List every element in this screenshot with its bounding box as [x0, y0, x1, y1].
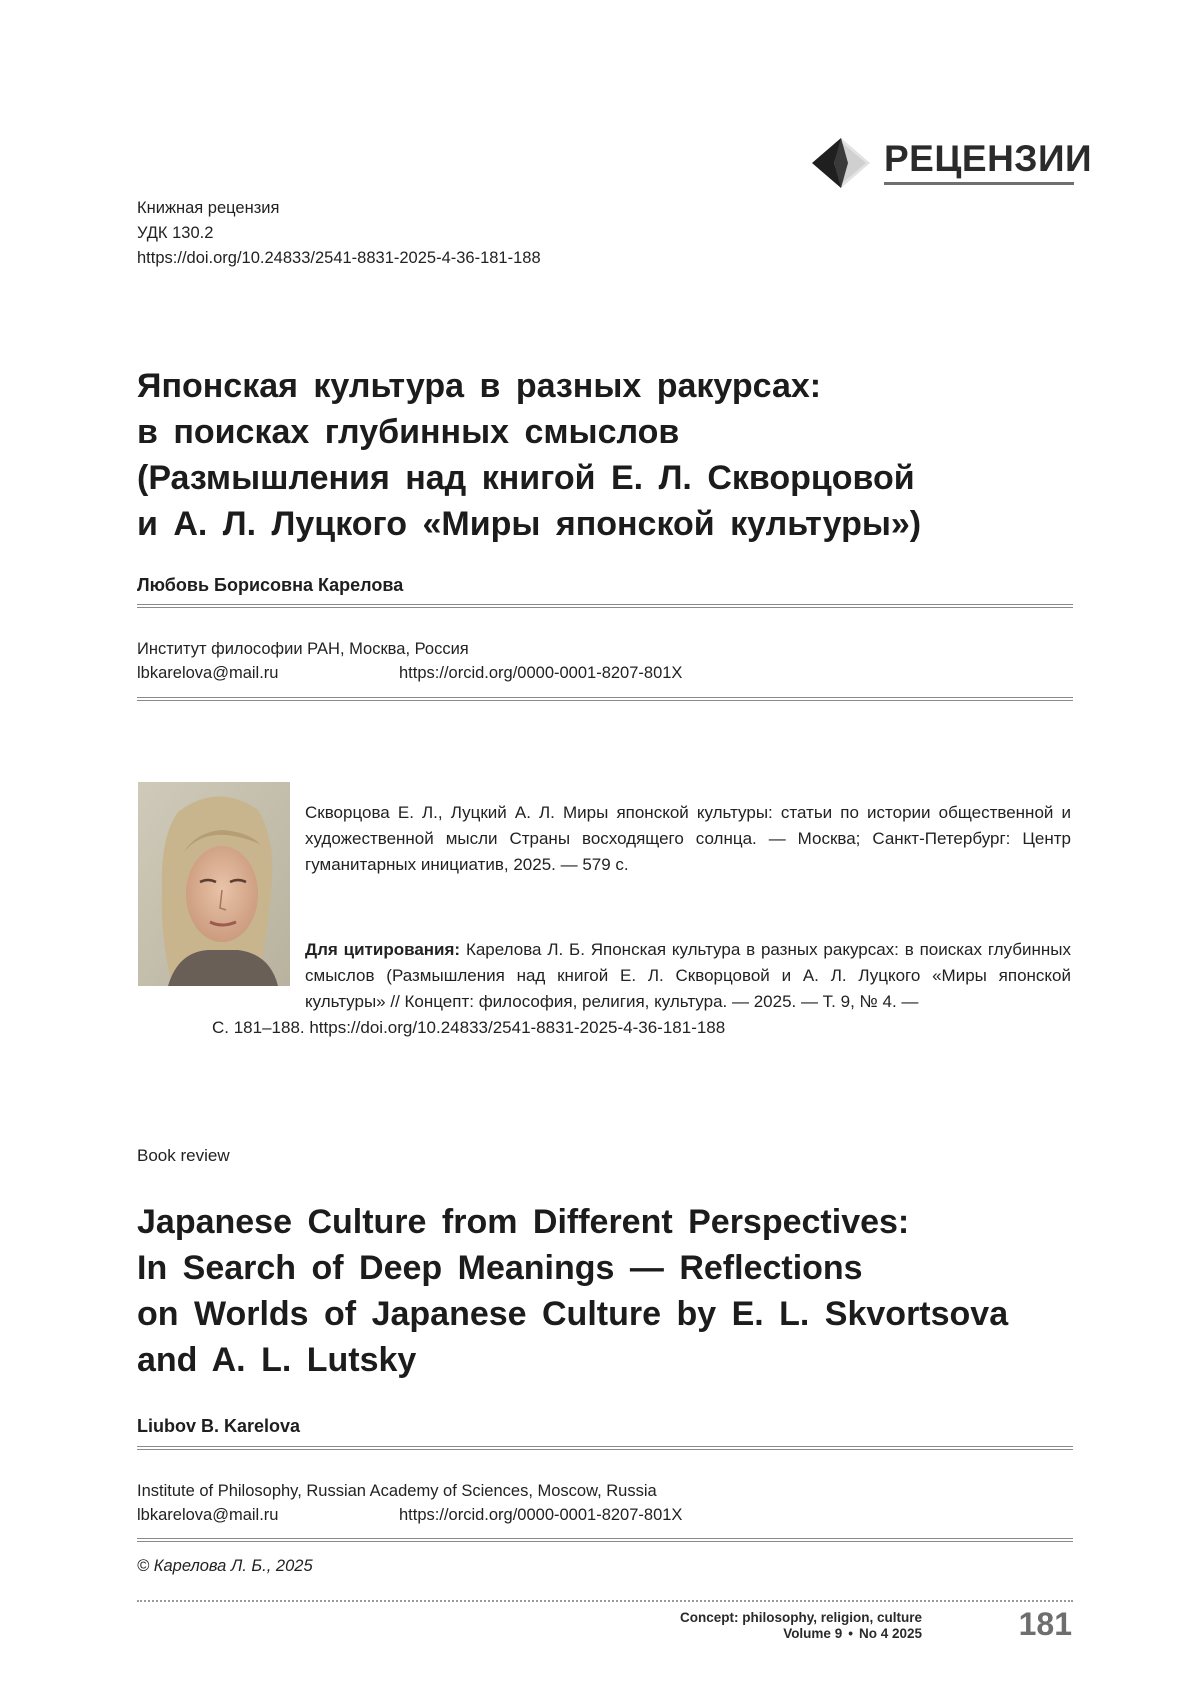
- journal-issue: [680, 1626, 922, 1642]
- copyright: © Карелова Л. Б., 2025: [137, 1557, 313, 1575]
- title-en-line: on Worlds of Japanese Culture by E. L. Skvortsova: [137, 1295, 1009, 1333]
- doi-link[interactable]: https://doi.org/10.24833/2541-8831-2025-4-36-181-188: [137, 249, 541, 267]
- section-underline: [884, 182, 1074, 185]
- article-kind-en: Book review: [137, 1146, 230, 1165]
- footer-divider: [137, 1600, 1073, 1602]
- title-ru-line: в поисках глубинных смыслов: [137, 413, 680, 451]
- divider: [137, 1446, 1073, 1450]
- email-link[interactable]: lbkarelova@mail.ru: [137, 664, 279, 682]
- title-en-line: and A. L. Lutsky: [137, 1341, 417, 1379]
- title-ru-line: и А. Л. Луцкого «Миры японской культуры»): [137, 505, 922, 543]
- article-kind: Книжная рецензия: [137, 199, 280, 217]
- affiliation-ru: [137, 637, 683, 685]
- citation: [305, 937, 1071, 1015]
- citation-text: Карелова Л. Б. Японская культура в разных ракурсах: в поисках глубинных смыслов (Размышления над книгой Е. Л. Скворцовой и А. Л. Луцкого «Миры японской культуры» // Концепт: философия, религия, культура. — 2025. — Т. 9, № 4. —: [305, 940, 1072, 1011]
- page-number: 181: [1018, 1606, 1072, 1642]
- section-header: [812, 130, 1093, 194]
- divider: [137, 604, 1073, 608]
- title-en-line: Japanese Culture from Different Perspectives:: [137, 1203, 910, 1241]
- citation-last-line: С. 181–188. https://doi.org/10.24833/2541-8831-2025-4-36-181-188: [212, 1018, 726, 1037]
- affiliation-en: [137, 1479, 683, 1527]
- author-name-en: Liubov B. Karelova: [137, 1416, 301, 1436]
- author-name-ru: Любовь Борисовна Карелова: [137, 575, 404, 595]
- volume: Volume 9: [783, 1626, 843, 1641]
- citation-label: Для цитирования:: [305, 940, 461, 959]
- email-link[interactable]: lbkarelova@mail.ru: [137, 1506, 279, 1524]
- divider: [137, 1538, 1073, 1542]
- bullet: •: [848, 1626, 853, 1641]
- journal-info: [680, 1610, 922, 1642]
- orcid-link[interactable]: https://orcid.org/0000-0001-8207-801X: [399, 1506, 683, 1524]
- institution-en: Institute of Philosophy, Russian Academy of Sciences, Moscow, Russia: [137, 1482, 657, 1500]
- journal-name: Concept: philosophy, religion, culture: [679, 1610, 922, 1625]
- article-meta: [137, 196, 541, 271]
- title-ru-line: Японская культура в разных ракурсах:: [137, 367, 822, 405]
- title-en: [137, 1199, 1077, 1383]
- issue: No 4 2025: [858, 1626, 922, 1641]
- book-reference: Скворцова Е. Л., Луцкий А. Л. Миры японской культуры: статьи по истории общественной и художественной мысли Страны восходящего солнца. — Москва; Санкт-Петербург: Центр гуманитарных инициатив, 2025. — 579 с.: [305, 803, 1071, 874]
- udk-code: УДК 130.2: [137, 224, 214, 242]
- divider: [137, 697, 1073, 701]
- title-en-line: In Search of Deep Meanings — Reflections: [137, 1249, 863, 1287]
- title-ru-line: (Размышления над книгой Е. Л. Скворцовой: [137, 459, 915, 497]
- institution-ru: Институт философии РАН, Москва, Россия: [137, 640, 469, 658]
- orcid-link[interactable]: https://orcid.org/0000-0001-8207-801X: [399, 664, 683, 682]
- section-label: РЕЦЕНЗИИ: [884, 138, 1093, 179]
- title-ru: [137, 363, 1037, 547]
- author-photo: [138, 782, 290, 986]
- cube-icon: [812, 138, 870, 188]
